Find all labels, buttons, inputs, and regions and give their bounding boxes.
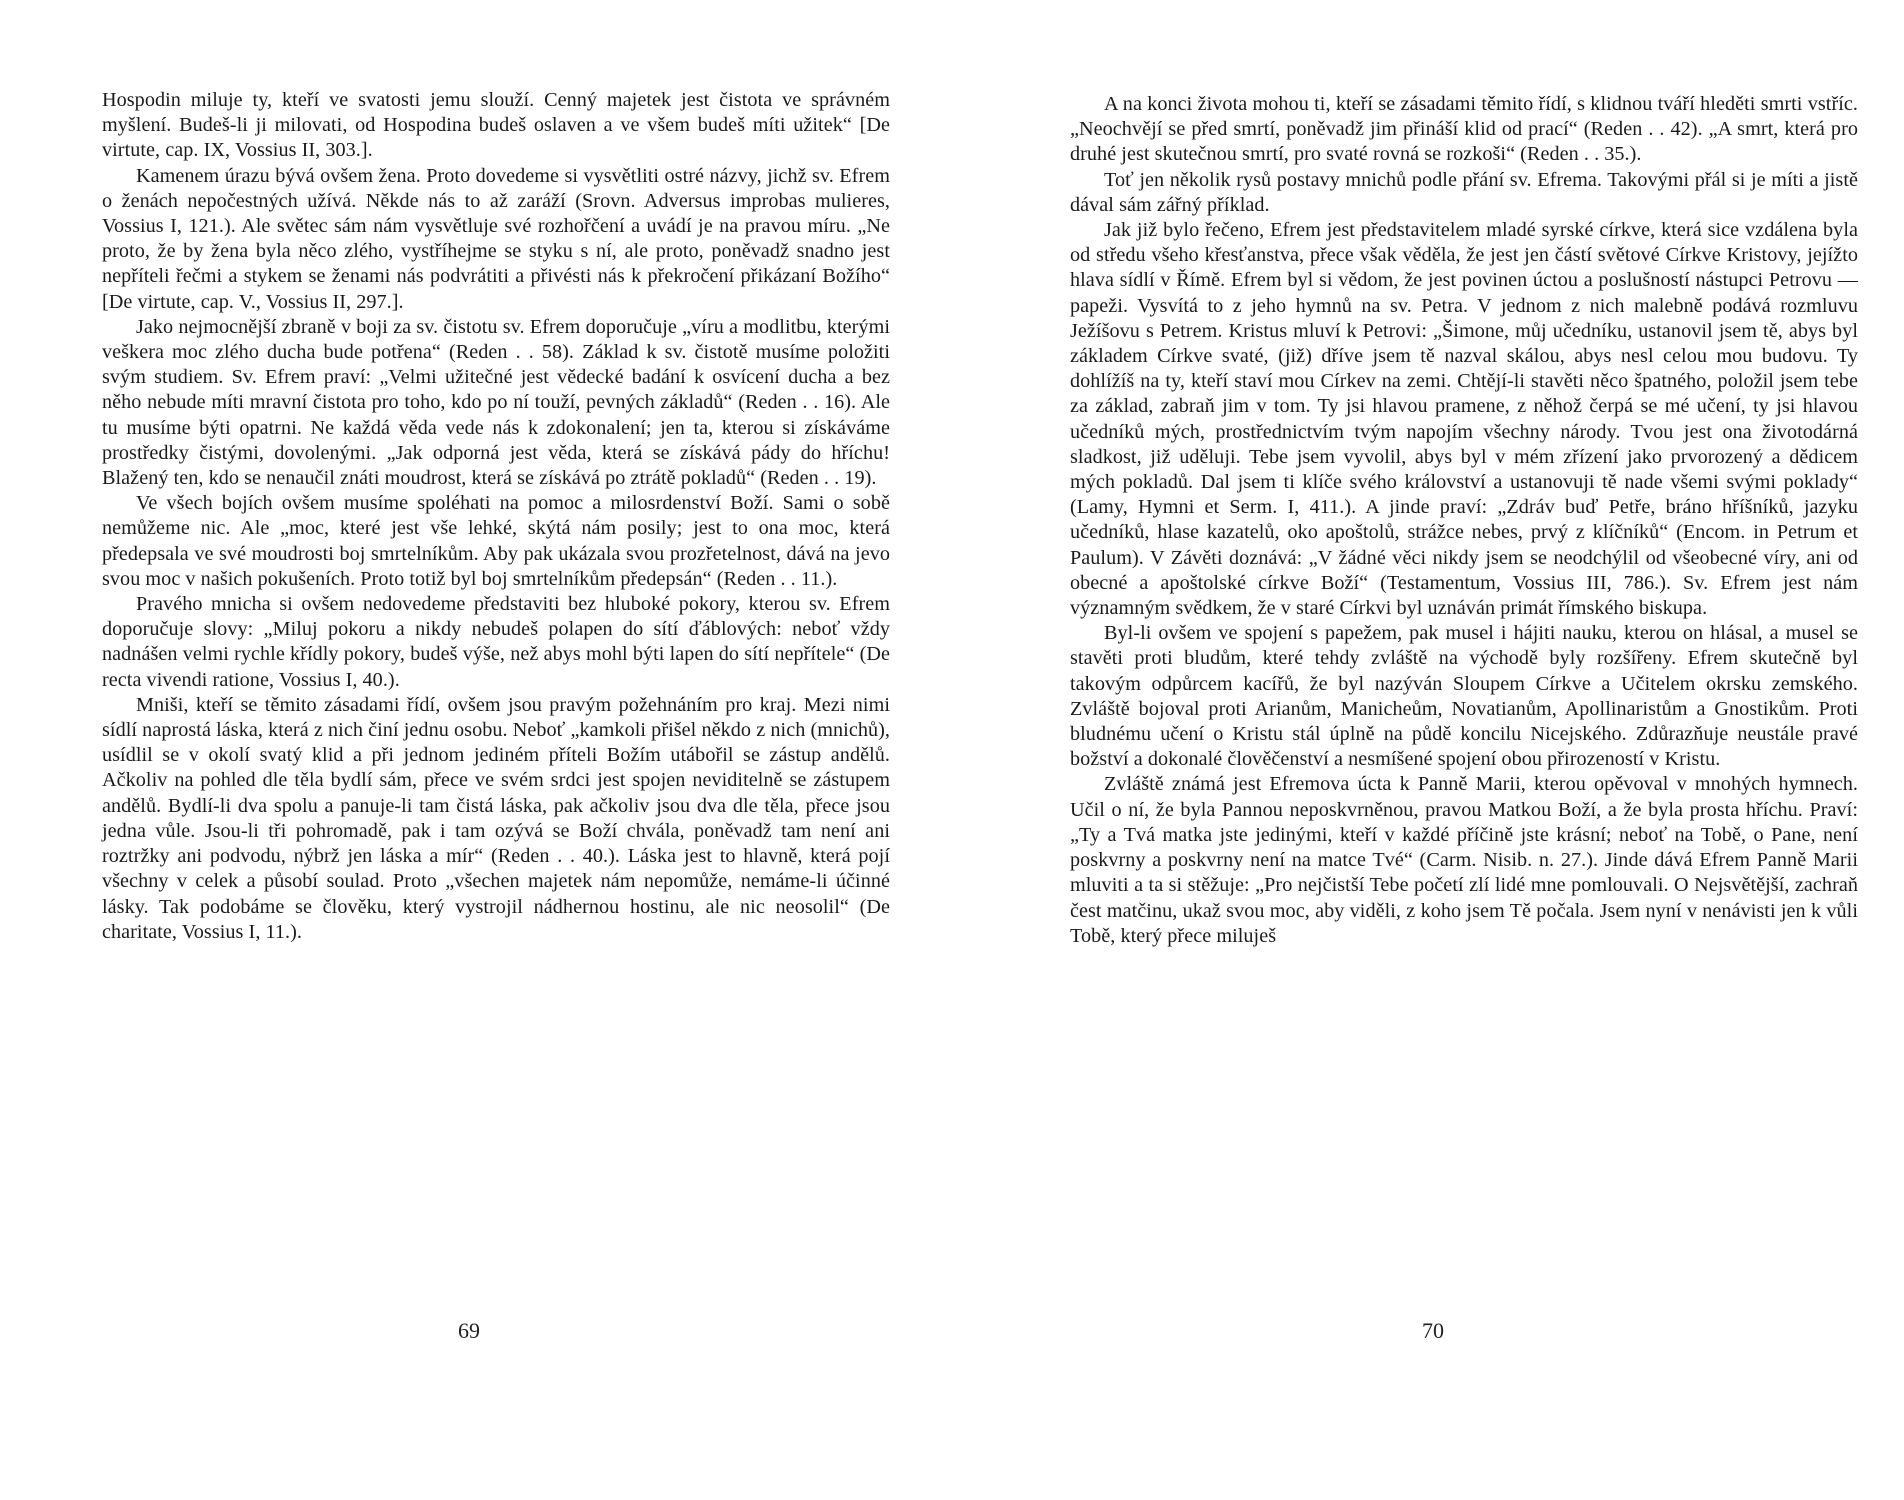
paragraph: Kamenem úrazu bývá ovšem žena. Proto dovedeme si vysvětliti ostré názvy, jichž sv. Efrem o ženách nepočestných užívá. Někde nás to až zaráží (Srovn. Adversus improbas mulieres, Vossius I, 121.). Ale světec sám nám vysvětluje své rozhořčení a uvádí je na pravou míru. „Ne proto, že by žena byla něco zlého, vystříhejme se styku s ní, ale proto, poněvadž snadno jest nepříteli řečmi a stykem se ženami nás podvrátiti a přivésti nás k překročení přikázaní Božího“ [De virtute, cap. V., Vossius II, 297.].	[102, 164, 890, 313]
right-page-text	[1070, 92, 1858, 949]
left-page-text	[102, 88, 890, 945]
paragraph: A na konci života mohou ti, kteří se zásadami těmito řídí, s klidnou tváří hleděti smrti vstříc. „Neochvějí se před smrtí, poněvadž jim přináší klid od prací“ (Reden . . 42). „A smrt, která pro druhé jest skutečnou smrtí, pro svaté rovná se rozkoši“ (Reden . . 35.).	[1070, 93, 1858, 166]
paragraph: Toť jen několik rysů postavy mnichů podle přání sv. Efrema. Takovými přál si je míti a jistě dával sám zářný příklad.	[1070, 168, 1858, 216]
paragraph: Pravého mnicha si ovšem nedovedeme představiti bez hluboké pokory, kterou sv. Efrem doporučuje slovy: „Miluj pokoru a nikdy nebudeš polapen do sítí ďáblových: neboť vždy nadnášen velmi rychle křídly pokory, budeš výše, než abys mohl býti lapen do sítí nepřítele“ (De recta vivendi ratione, Vossius I, 40.).	[102, 593, 890, 691]
paragraph: Byl-li ovšem ve spojení s papežem, pak musel i hájiti nauku, kterou on hlásal, a musel se stavěti proti bludům, které tehdy zvláště na východě byly rozšířeny. Efrem skutečně byl takovým odpůrcem kacířů, že byl nazýván Sloupem Církve a Učitelem okrsku zemského. Zvláště bojoval proti Arianům, Manicheům, Novatianům, Apollinaristům a Gnostikům. Proti bludnému učení o Kristu stál úplně na půdě koncilu Nicejského. Zdůrazňuje neustále pravé božství a dokonalé člověčenství a nesmíšené spojení obou přirozeností v Kristu.	[1070, 622, 1858, 771]
paragraph: Jak již bylo řečeno, Efrem jest představitelem mladé syrské církve, která sice vzdálena byla od středu všeho křesťanstva, přece však věděla, že jest jen částí světové Církve Kristovy, jejížto hlava sídlí v Římě. Efrem byl si vědom, že jest povinen úctou a poslušností nástupci Petrovu — papeži. Vysvítá to z jeho hymnů na sv. Petra. V jednom z nich malebně podává rozmluvu Ježíšovu s Petrem. Kristus mluví k Petrovi: „Šimone, můj učedníku, ustanovil jsem tě, abys byl základem Církve svaté, (již) dříve jsem tě nazval skálou, abys nesl celou mou budovu. Ty dohlížíš na ty, kteří staví mou Církev na zemi. Chtějí-li stavěti něco špatného, položil jsem tebe za základ, zabraň jim v tom. Ty jsi hlavou pramene, z něhož čerpá se mé učení, ty jsi hlavou učedníků mých, prostřednictvím tvým napojím všechny národy. Tvou jest ona životodárná sladkost, již uděluji. Tebe jsem vyvolil, abys byl v mém zřízení jako prvorozený a dědicem mých pokladů. Dal jsem ti klíče svého království a ustanovuji tě nade všemi svými poklady“ (Lamy, Hymni et Serm. I, 411.). A jinde praví: „Zdráv buď Petře, bráno hříšníků, jazyku učedníků, hlase kazatelů, oko apoštolů, strážce nebes, prvý z klíčníků“ (Encom. in Petrum et Paulum). V Závěti doznává: „V žádné věci nikdy jsem se neodchýlil od všeobecné víry, ani od obecné a apoštolské církve Boží“ (Testamentum, Vossius III, 786.). Sv. Efrem jest nám významným svědkem, že v staré Církvi byl uznáván primát římského biskupa.	[1070, 219, 1858, 620]
paragraph: Jako nejmocnější zbraně v boji za sv. čistotu sv. Efrem doporučuje „víru a modlitbu, kterými veškera moc zlého ducha bude potřena“ (Reden . . 58). Základ k sv. čistotě musíme položiti svým studiem. Sv. Efrem praví: „Velmi užitečné jest vědecké badání k osvícení ducha a bez něho nebude míti mravní čistota pro toho, kdo po ní touží, pevných základů“ (Reden . . 16). Ale tu musíme býti opatrni. Ne každá věda vede nás k zdokonalení; jen ta, kterou si získáváme prostředky čistými, dovolenými. „Jak odporná jest věda, která se získává pády do hříchu! Blažený ten, kdo se nenaučil znáti moudrost, která se získává po ztrátě pokladů“ (Reden . . 19).	[102, 315, 890, 490]
paragraph: Hospodin miluje ty, kteří ve svatosti jemu slouží. Cenný majetek jest čistota ve správném myšlení. Budeš-li ji milovati, od Hospodina budeš oslaven a ve všem budeš míti užitek“ [De virtute, cap. IX, Vossius II, 303.].	[102, 89, 890, 162]
right-page	[952, 0, 1904, 1500]
page-number: 69	[458, 1318, 480, 1343]
paragraph: Mniši, kteří se těmito zásadami řídí, ovšem jsou pravým požehnáním pro kraj. Mezi nimi sídlí naprostá láska, která z nich činí jednu osobu. Neboť „kamkoli přišel někdo z nich (mnichů), usídlil se v okolí svatý klid a při jednom jediném příteli Božím utábořil se zástup andělů. Ačkoliv na pohled dle těla bydlí sám, přece ve svém srdci jest spojen neviditelně se zástupem andělů. Bydlí-li dva spolu a panuje-li tam čistá láska, pak ačkoliv jsou dva dle těla, přece jsou jedna vůle. Jsou-li tři pohromadě, pak i tam ozývá se Boží chvála, poněvadž tam není ani roztržky ani podvodu, nýbrž jen láska a mír“ (Reden . . 40.). Láska jest to hlavně, která pojí všechny v celek a působí soulad. Proto „všechen majetek nám nepomůže, nemáme-li účinné lásky. Tak podobáme se člověku, který vystrojil nádhernou hostinu, ale nic neosolil“ (De charitate, Vossius I, 11.).	[102, 693, 890, 943]
page-number: 70	[1422, 1318, 1444, 1343]
paragraph: Ve všech bojích ovšem musíme spoléhati na pomoc a milosrdenství Boží. Sami o sobě nemůžeme nic. Ale „moc, které jest vše lehké, skýtá nám posily; jest to ona moc, která předepsala ve své moudrosti boj smrtelníkům. Aby pak ukázala svou prozřetelnost, dává na jevo svou moc v našich pokušeních. Proto totiž byl boj smrtelníkům předepsán“ (Reden . . 11.).	[102, 492, 890, 590]
paragraph: Zvláště známá jest Efremova úcta k Panně Marii, kterou opěvoval v mnohých hymnech. Učil o ní, že byla Pannou neposkvrněnou, pravou Matkou Boží, a že byla prosta hříchu. Praví: „Ty a Tvá matka jste jedinými, kteří v každé příčině jste krásní; neboť na Tobě, o Pane, není poskvrny a poskvrny není na matce Tvé“ (Carm. Nisib. n. 27.). Jinde dává Efrem Panně Marii mluviti a ta si stěžuje: „Pro nejčistší Tebe početí zlí lidé mne pomlouvali. O Nejsvětější, zachraň čest matčinu, ukaž svou moc, aby viděli, z koho jsem Tě počala. Jsem nyní v nenávisti jen k vůli Tobě, který přece miluješ	[1070, 773, 1858, 947]
